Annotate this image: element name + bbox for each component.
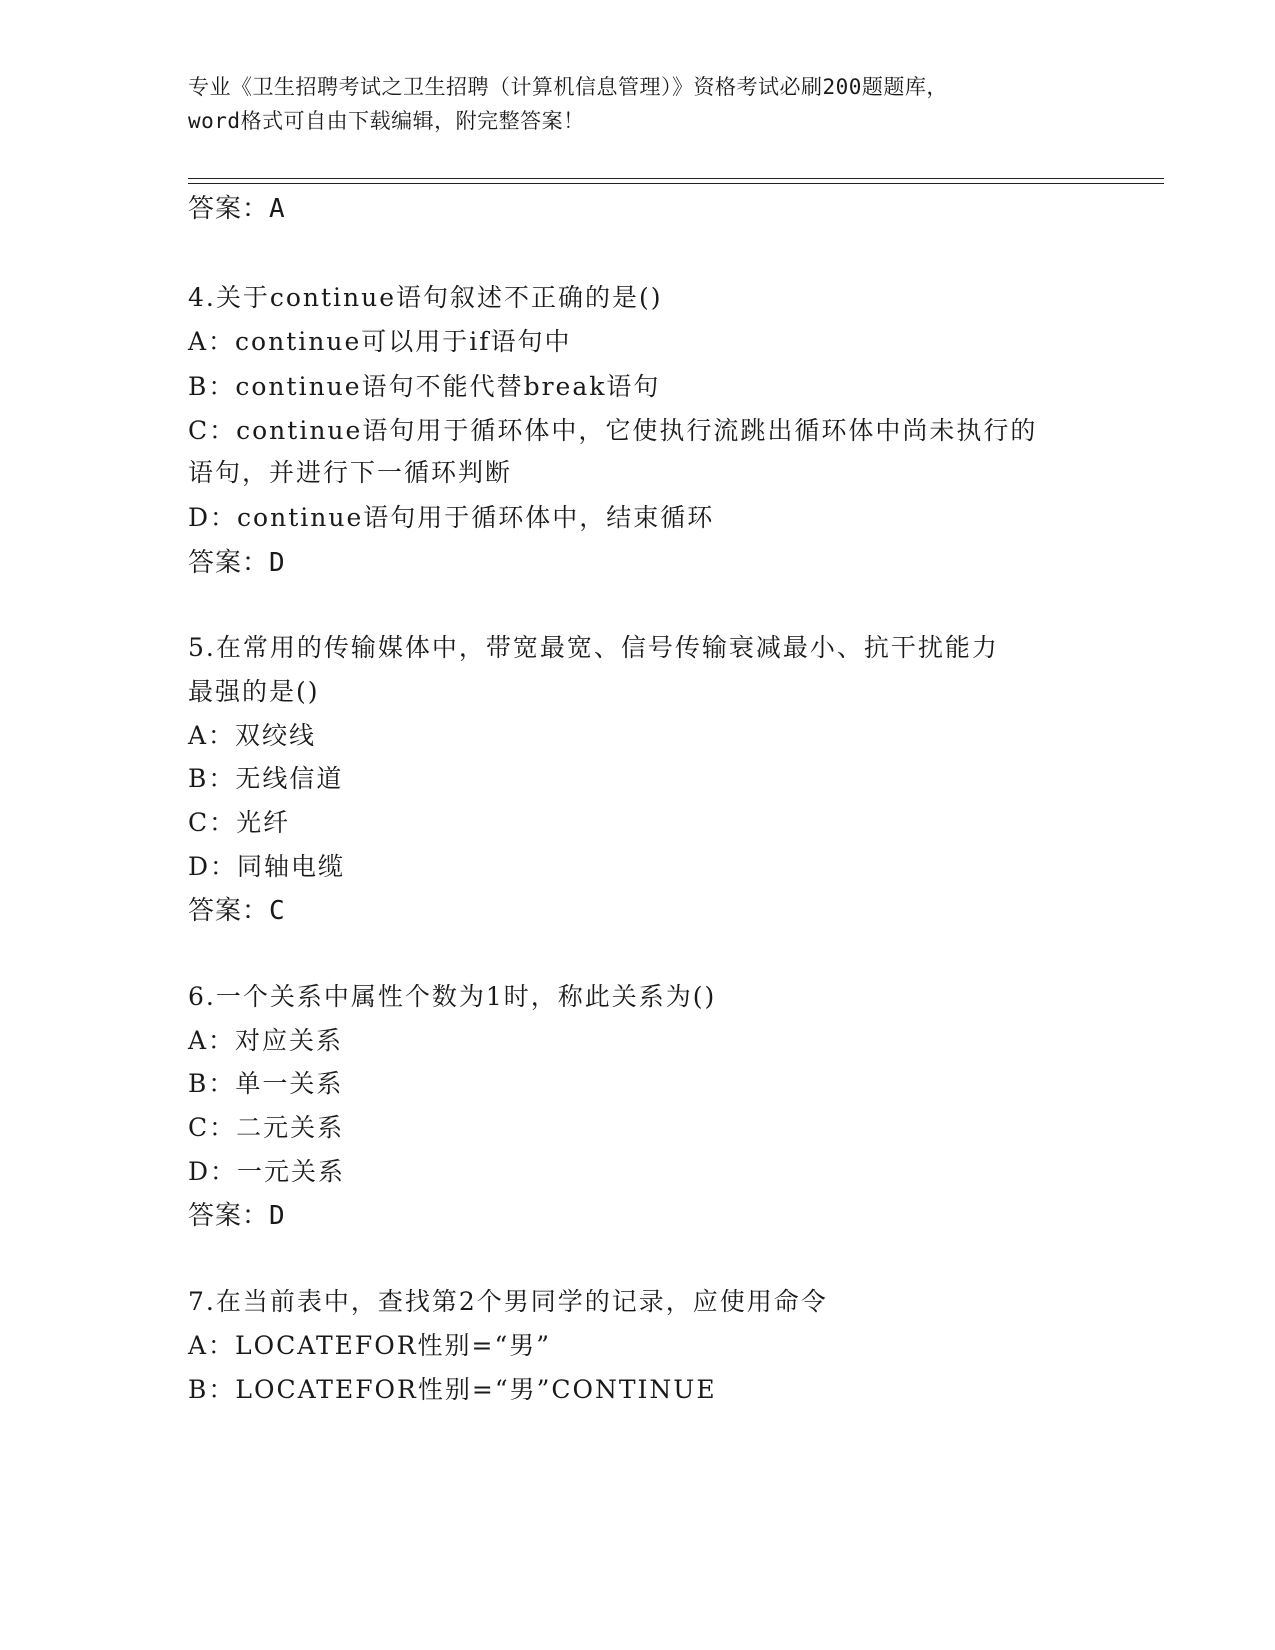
q5-question-line1: 5.在常用的传输媒体中，带宽最宽、信号传输衰减最小、抗干扰能力 (188, 633, 999, 662)
answer-value: C (269, 896, 286, 926)
answer-label: 答案： (188, 548, 270, 578)
q4-option-a: A：continue可以用于if语句中 (188, 327, 572, 356)
q7-option-b: B：LOCATEFOR性别=“男”CONTINUE (188, 1375, 717, 1404)
q4-question: 4.关于continue语句叙述不正确的是() (188, 283, 663, 312)
q5-option-a: A：双绞线 (188, 721, 317, 750)
q6-option-d: D：一元关系 (188, 1157, 346, 1186)
answer-label: 答案： (188, 194, 270, 224)
q4-option-b: B：continue语句不能代替break语句 (188, 372, 661, 401)
answer-value: A (269, 194, 286, 224)
q5-option-c: C：光纤 (188, 808, 291, 837)
q4-option-d: D：continue语句用于循环体中，结束循环 (188, 503, 715, 532)
q5-option-b: B：无线信道 (188, 764, 344, 793)
q5-answer (188, 890, 286, 927)
q7-question: 7.在当前表中，查找第2个男同学的记录，应使用命令 (188, 1287, 828, 1316)
header-divider-top (188, 178, 1164, 179)
answer-value: D (269, 548, 286, 578)
q6-answer (188, 1195, 286, 1232)
q4-option-c-line1: C：continue语句用于循环体中，它使执行流跳出循环体中尚未执行的 (188, 416, 1038, 445)
header-title-line: 专业《卫生招聘考试之卫生招聘（计算机信息管理）》资格考试必刷200题题库， (188, 75, 948, 99)
q5-question-line2: 最强的是() (188, 677, 320, 706)
answer-value: D (269, 1201, 286, 1231)
q4-answer (188, 542, 286, 579)
q7-option-a: A：LOCATEFOR性别=“男” (188, 1331, 552, 1360)
q5-option-d: D：同轴电缆 (188, 852, 346, 881)
q3-answer (188, 188, 286, 225)
q4-option-c-line2: 语句，并进行下一循环判断 (188, 458, 513, 487)
q6-option-a: A：对应关系 (188, 1026, 344, 1055)
q6-option-b: B：单一关系 (188, 1069, 344, 1098)
header-divider-bottom (188, 183, 1164, 184)
q6-question: 6.一个关系中属性个数为1时，称此关系为() (188, 982, 717, 1011)
q6-option-c: C：二元关系 (188, 1113, 345, 1142)
document-header (188, 70, 1088, 138)
answer-label: 答案： (188, 896, 270, 926)
header-subtitle-line: word格式可自由下载编辑，附完整答案！ (188, 109, 585, 133)
answer-label: 答案： (188, 1201, 270, 1231)
